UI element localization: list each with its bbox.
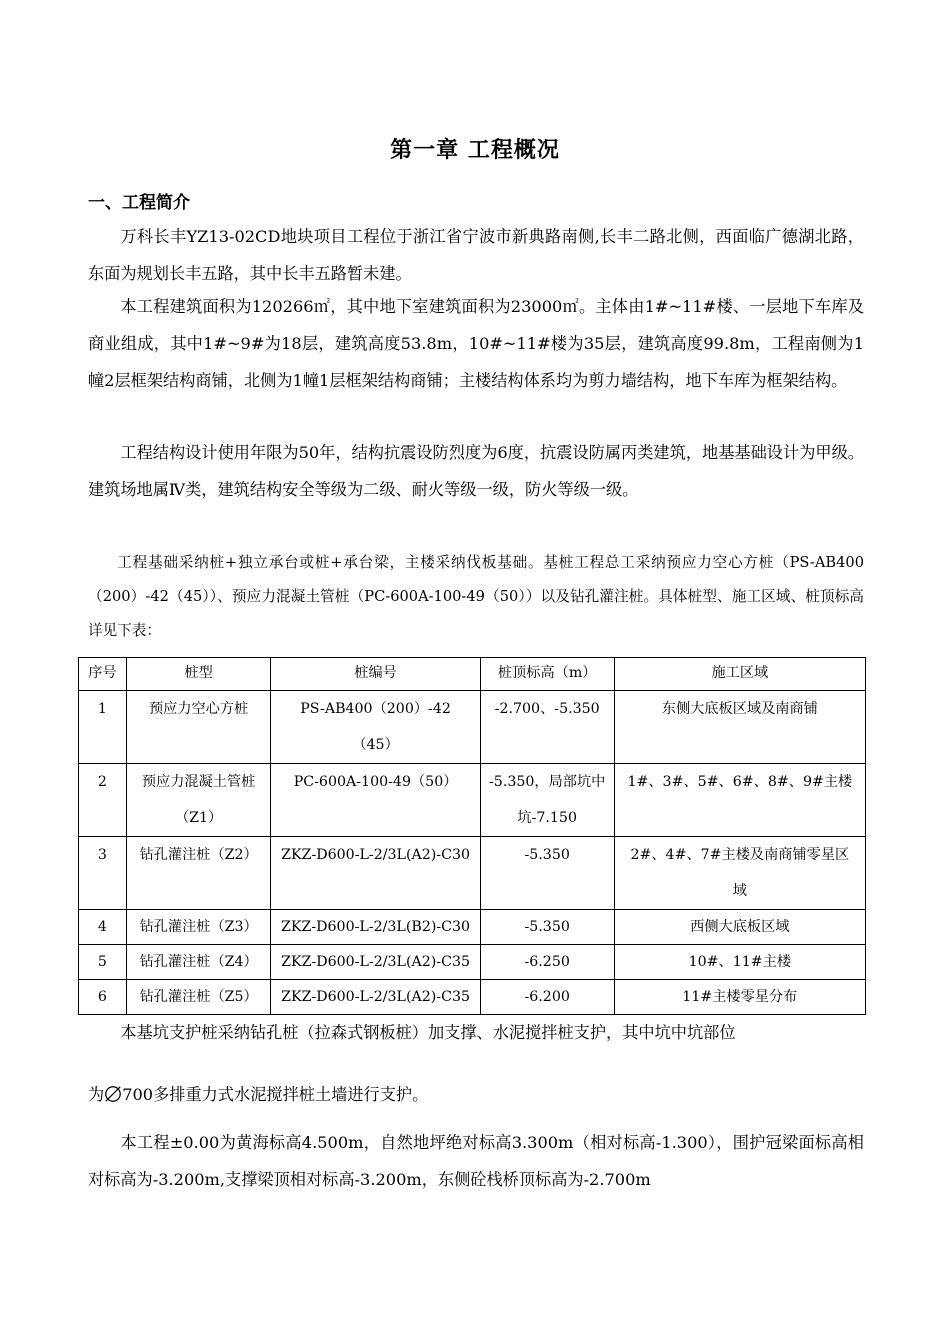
paragraph-foundation: 工程基础采纳桩+独立承台或桩+承台梁，主楼采纳伐板基础。基桩工程总工采纳预应力空心方桩（PS-AB400（200）-42（45））、预应力混凝土管桩（PC-600A-100-49（50））以及钻孔灌注桩。具体桩型、施工区域、桩顶标高详见下表： <box>88 554 864 639</box>
cell-pile-code: ZKZ-D600-L-2/3L(B2)-C30 <box>271 910 480 945</box>
paragraph-elevation: 本工程±0.00为黄海标高4.500m，自然地坪绝对标高3.300m（相对标高-1.300），围护冠梁面标高相对标高为-3.200m,支撑梁顶相对标高-3.200m，东侧砼栈桥顶标高为-2.700m <box>88 1133 864 1189</box>
support-text: 700多排重力式水泥搅拌桩土墙进行支护。 <box>122 1085 429 1104</box>
paragraph-design: 工程结构设计使用年限为50年，结构抗震设防烈度为6度，抗震设防属丙类建筑，地基基础设计为甲级。建筑场地属Ⅳ类，建筑结构安全等级为二级、耐火等级一级，防火等级一级。 <box>88 443 864 499</box>
table-row <box>79 980 866 1015</box>
table-row <box>79 910 866 945</box>
table-row <box>79 837 866 910</box>
header-top-elevation: 桩顶标高（m） <box>480 658 614 691</box>
cell-area: 11#主楼零星分布 <box>614 980 865 1015</box>
paragraph-support-continued <box>88 1076 864 1113</box>
cell-index: 5 <box>79 945 127 980</box>
cell-top-elevation: -6.200 <box>480 980 614 1015</box>
header-pile-code: 桩编号 <box>271 658 480 691</box>
table-row <box>79 945 866 980</box>
cell-area: 10#、11#主楼 <box>614 945 865 980</box>
pile-table <box>78 657 866 1015</box>
table-row <box>79 764 866 837</box>
cell-area: 西侧大底板区域 <box>614 910 865 945</box>
cell-index: 4 <box>79 910 127 945</box>
cell-top-elevation: -6.250 <box>480 945 614 980</box>
cell-top-elevation: -5.350，局部坑中坑-7.150 <box>480 764 614 837</box>
support-prefix: 为 <box>88 1085 105 1104</box>
diameter-icon <box>104 1085 122 1103</box>
paragraph-location: 万科长丰YZ13-02CD地块项目工程位于浙江省宁波市新典路南侧,长丰二路北侧，西面临广德湖北路，东面为规划长丰五路，其中长丰五路暂未建。 <box>88 227 864 283</box>
table-header-row <box>79 658 866 691</box>
cell-top-elevation: -2.700、-5.350 <box>480 691 614 764</box>
cell-top-elevation: -5.350 <box>480 910 614 945</box>
paragraph-support: 本基坑支护桩采纳钻孔桩（拉森式钢板桩）加支撑、水泥搅拌桩支护，其中坑中坑部位 <box>120 1023 736 1042</box>
header-pile-type: 桩型 <box>126 658 271 691</box>
table-row <box>79 691 866 764</box>
cell-index: 2 <box>79 764 127 837</box>
cell-pile-type: 预应力空心方桩 <box>126 691 271 764</box>
cell-index: 6 <box>79 980 127 1015</box>
cell-index: 1 <box>79 691 127 764</box>
header-index: 序号 <box>79 658 127 691</box>
cell-pile-type: 钻孔灌注桩（Z3） <box>126 910 271 945</box>
cell-pile-type: 钻孔灌注桩（Z2） <box>126 837 271 910</box>
cell-pile-code: ZKZ-D600-L-2/3L(A2)-C35 <box>271 980 480 1015</box>
cell-pile-type: 预应力混凝土管桩（Z1） <box>126 764 271 837</box>
cell-area: 1#、3#、5#、6#、8#、9#主楼 <box>614 764 865 837</box>
header-area: 施工区域 <box>614 658 865 691</box>
cell-pile-type: 钻孔灌注桩（Z5） <box>126 980 271 1015</box>
cell-area: 2#、4#、7#主楼及南商铺零星区域 <box>614 837 865 910</box>
cell-pile-code: PC-600A-100-49（50） <box>271 764 480 837</box>
section-title: 一、工程简介 <box>88 193 190 213</box>
cell-top-elevation: -5.350 <box>480 837 614 910</box>
cell-pile-type: 钻孔灌注桩（Z4） <box>126 945 271 980</box>
chapter-title: 第一章 工程概况 <box>390 138 560 163</box>
cell-pile-code: ZKZ-D600-L-2/3L(A2)-C35 <box>271 945 480 980</box>
cell-pile-code: PS-AB400（200）-42（45） <box>271 691 480 764</box>
cell-index: 3 <box>79 837 127 910</box>
paragraph-scale: 本工程建筑面积为120266㎡，其中地下室建筑面积为23000㎡。主体由1#~11#楼、一层地下车库及商业组成，其中1#~9#为18层，建筑高度53.8m，10#~11#楼为35层，建筑高度99.8m，工程南侧为1幢2层框架结构商铺，北侧为1幢1层框架结构商铺；主楼结构体系均为剪力墙结构，地下车库为框架结构。 <box>88 297 864 390</box>
cell-area: 东侧大底板区域及南商铺 <box>614 691 865 764</box>
cell-pile-code: ZKZ-D600-L-2/3L(A2)-C30 <box>271 837 480 910</box>
